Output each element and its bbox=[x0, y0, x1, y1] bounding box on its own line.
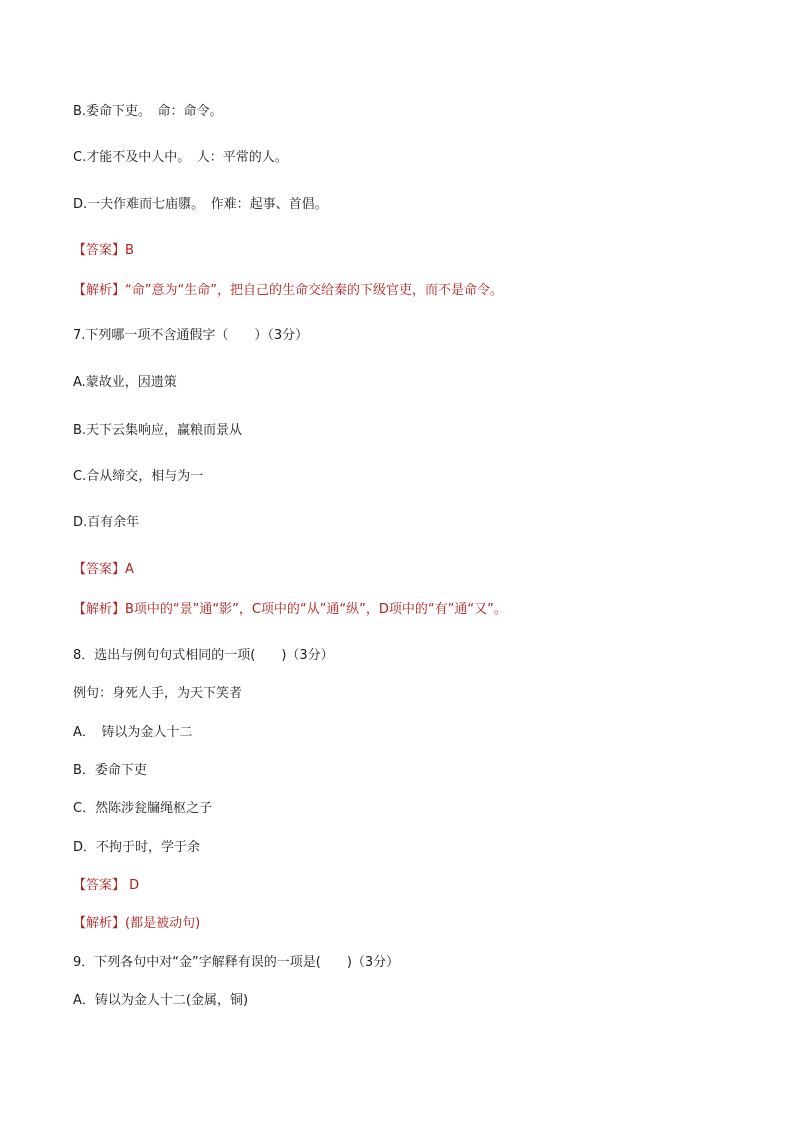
analysis-line: 【解析】“命”意为“生命”，把自己的生命交给秦的下级官吏，而不是命令。 bbox=[73, 283, 503, 298]
question-9: 9．下列各句中对“金”字解释有误的一项是( )（3分） bbox=[73, 955, 400, 970]
option-d-line: D.百有余年 bbox=[73, 515, 140, 530]
question-7: 7.下列哪一项不含通假字（ ）（3分） bbox=[73, 328, 309, 343]
option-d-line: D．不拘于时，学于余 bbox=[73, 840, 201, 855]
answer-line: 【答案】A bbox=[73, 562, 134, 577]
option-a-line: A.蒙故业，因遗策 bbox=[73, 375, 177, 390]
example-sentence: 例句：身死人手，为天下笑者 bbox=[73, 686, 243, 701]
option-a-line: A．铸以为金人十二(金属，铜) bbox=[73, 993, 249, 1008]
option-c-line: C.合从缔交，相与为一 bbox=[73, 469, 204, 484]
option-b-line: B．委命下吏 bbox=[73, 763, 147, 778]
option-d-line: D.一夫作难而七庙隳。 作难：起事、首倡。 bbox=[73, 197, 328, 212]
option-c-line: C．然陈涉瓮牖绳枢之子 bbox=[73, 801, 213, 816]
option-b-line: B.天下云集响应，赢粮而景从 bbox=[73, 423, 243, 438]
answer-line: 【答案】B bbox=[73, 243, 134, 258]
question-8: 8．选出与例句句式相同的一项( )（3分） bbox=[73, 648, 334, 663]
answer-line: 【答案】 D bbox=[73, 878, 140, 893]
analysis-line: 【解析】B项中的“景”通“影”，C项中的“从”通“纵”，D项中的“有”通“又”。 bbox=[73, 602, 507, 617]
option-b-line: B.委命下吏。 命：命令。 bbox=[73, 104, 223, 119]
option-c-line: C.才能不及中人中。 人：平常的人。 bbox=[73, 150, 288, 165]
option-a-line: A． 铸以为金人十二 bbox=[73, 725, 193, 740]
analysis-line: 【解析】(都是被动句) bbox=[73, 916, 201, 931]
